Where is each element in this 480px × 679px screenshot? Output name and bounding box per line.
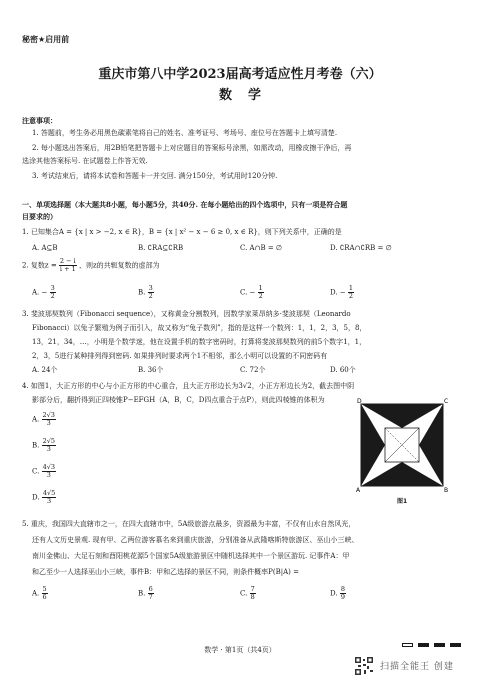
q4-option-c xyxy=(32,464,56,479)
q5-option-d-label: D. xyxy=(330,589,338,598)
q1-option-d: D. ∁RA∩∁RB = ∅ xyxy=(330,244,392,252)
q2-option-d-den: 2 xyxy=(348,292,354,300)
q5-line-4: 和乙至少一人选择巫山小三峡，事件B：甲和乙选择的景区不同，则条件概率P(B|A) = xyxy=(32,568,299,576)
q5-option-d-den: 9 xyxy=(340,593,345,601)
q4-option-c-label: C. xyxy=(32,467,40,476)
q3-line-2: Fibonacci）以兔子繁殖为例子而引入，故又称为“兔子数列”，指的是这样一个数列：1，1，2，3，5，8， xyxy=(32,324,367,332)
q5-line-3: 南川金佛山、大足石刻和酉阳桃花源5个国家5A级旅游景区中随机选择其中一个景区游玩. 记事件A：甲 xyxy=(32,552,350,560)
section1-heading-a: 一、单项选择题（本大题共8小题，每小题5分，共40分. 在每小题给出的四个选项中，只有一项是符合题 xyxy=(22,200,348,209)
q5-line-1: 5. 重庆，我国四大直辖市之一，在四大直辖市中，5A级旅游点最多，资源最为丰富，不仅有山水自然风光， xyxy=(22,520,356,528)
page-number: 数学 · 第1页（共4页） xyxy=(204,646,276,654)
q2-option-b-num: 3 xyxy=(148,284,153,292)
q5-option-b-num: 6 xyxy=(148,585,153,593)
q2-option-a-label: A. − xyxy=(32,288,48,297)
secret-label: 秘密★启用前 xyxy=(22,35,70,44)
q2-option-d-label: D. − xyxy=(330,288,346,297)
figure-label-a: A xyxy=(356,487,361,494)
q5-option-a-label: A. xyxy=(32,589,40,598)
notice-item-2b: 选涂其他答案标号. 在试题卷上作答无效. xyxy=(22,157,148,165)
notice-item-1: 1. 答题前，考生务必用黑色碳素笔将自己的姓名、准考证号、考场号、座位号在答题卡上填写清楚. xyxy=(32,129,338,137)
q5-option-d xyxy=(330,586,346,601)
q5-option-c-den: 8 xyxy=(250,593,255,601)
q4-option-a-den: 3 xyxy=(46,419,51,427)
qr-code-icon xyxy=(355,657,373,675)
footer-mark-filled-3 xyxy=(450,643,461,647)
q2-option-d-num: 1 xyxy=(348,284,354,292)
q4-option-d xyxy=(32,490,56,505)
q1-stem: 1. 已知集合A = {x | x > −2, x ∈ R}，B = {x | x² − x − 6 ≥ 0, x ∈ R}，则下列关系中，正确的是 xyxy=(22,228,342,236)
footer-marks xyxy=(402,643,461,647)
q2-option-c xyxy=(240,285,264,300)
section1-heading-b: 目要求的） xyxy=(22,212,57,221)
shaded-bottom xyxy=(361,462,443,486)
q2-option-a-num: 3 xyxy=(50,284,55,292)
q1-option-b: B. ∁RA⊆∁RB xyxy=(138,244,184,252)
q4-option-b xyxy=(32,438,56,453)
q2-suffix: ，则z的共轭复数的虚部为 xyxy=(78,261,160,270)
q5-line-2: 还有人文历史景观. 现有甲、乙两位游客慕名来到重庆旅游，分别准备从武隆喀斯特旅游区、巫山小三峡、 xyxy=(32,536,359,544)
q2-numerator: 2 − i xyxy=(59,257,76,265)
shaded-top xyxy=(361,404,443,428)
q2-prefix: 2. 复数z = xyxy=(22,261,57,270)
shaded-left xyxy=(361,404,385,486)
q1-option-a: A. A⊆B xyxy=(32,244,58,252)
q2-fraction xyxy=(59,258,77,273)
notice-item-3: 3. 考试结束后，请将本试卷和答题卡一并交回. 满分150分，考试用时120分钟. xyxy=(32,172,278,180)
q5-option-c-label: C. xyxy=(240,589,248,598)
q3-option-b: B. 36个 xyxy=(138,366,164,374)
q5-option-a-num: 5 xyxy=(42,585,47,593)
q5-option-c xyxy=(240,586,256,601)
q2-option-c-label: C. − xyxy=(240,288,256,297)
q2-option-d xyxy=(330,285,354,300)
q5-option-d-num: 8 xyxy=(340,585,345,593)
q4-option-a-label: A. xyxy=(32,415,40,424)
q5-option-b xyxy=(138,586,154,601)
q4-option-d-den: 3 xyxy=(46,497,52,505)
q4-figure-caption: 图1 xyxy=(397,498,408,505)
q2-option-b xyxy=(138,285,154,300)
q4-option-b-den: 3 xyxy=(46,445,51,453)
exam-title: 重庆市第八中学2023届高考适应性月考卷（六） xyxy=(98,67,382,82)
q3-line-3: 13，21，34，…，小明是个数学迷，他在设置手机的数字密码时，打算将斐波那契数列的前5个数字1，1， xyxy=(32,338,367,346)
q4-option-b-label: B. xyxy=(32,441,40,450)
q4-option-d-label: D. xyxy=(32,493,40,502)
q3-option-c: C. 72个 xyxy=(240,366,266,374)
q5-option-a-den: 6 xyxy=(42,593,47,601)
q2-option-a-den: 2 xyxy=(50,292,55,300)
footer-mark-filled-1 xyxy=(418,643,429,647)
q5-option-a xyxy=(32,586,48,601)
q4-option-b-num: 2√5 xyxy=(42,437,56,445)
q2-option-b-den: 2 xyxy=(148,292,153,300)
exam-subject: 数学 xyxy=(218,88,277,103)
q2-option-c-num: 1 xyxy=(258,284,263,292)
q2-denominator: i + 1 xyxy=(59,265,76,273)
q4-figure xyxy=(355,398,449,494)
q3-option-a: A. 24个 xyxy=(32,366,58,374)
q2-stem xyxy=(22,258,160,273)
notice-item-2a: 2. 每小题选出答案后，用2B铅笔把答题卡上对应题目的答案标号涂黑，如需改动，用橡皮擦干净后，再 xyxy=(32,144,352,152)
figure-label-d: D xyxy=(357,398,362,405)
q2-option-c-den: 2 xyxy=(258,292,263,300)
scanner-watermark: 扫描全能王 创建 xyxy=(380,662,454,672)
shaded-right xyxy=(419,404,443,486)
q4-option-c-den: 3 xyxy=(46,471,51,479)
q3-line-1: 3. 斐波那契数列（Fibonacci sequence），又称黄金分割数列，因数学家莱昂纳多·斐波那契（Leonardo xyxy=(22,310,351,318)
q1-option-c: C. A∩B = ∅ xyxy=(240,244,283,252)
q3-option-d: D. 60个 xyxy=(330,366,356,374)
footer-mark-filled-2 xyxy=(434,643,445,647)
q4-option-a-num: 2√3 xyxy=(42,411,55,419)
q2-option-b-label: B. xyxy=(138,288,146,297)
footer-mark-empty xyxy=(402,643,413,647)
q2-option-a xyxy=(32,285,56,300)
q4-line-1: 4. 如图1，大正方形的中心与小正方形的中心重合，且大正方形边长为3√2，小正方形边长为2，截去图中阴 xyxy=(22,382,355,390)
q4-line-2: 影部分后，翻折得到正四棱锥P−EFGH（A，B，C，D四点重合于点P），则此四棱锥的体积为 xyxy=(32,396,325,404)
q5-option-c-num: 7 xyxy=(250,585,255,593)
figure-label-c: C xyxy=(444,398,449,405)
figure-label-b: B xyxy=(444,487,449,494)
q4-option-d-num: 4√5 xyxy=(42,489,56,497)
q4-option-c-num: 4√3 xyxy=(42,463,55,471)
q4-option-a xyxy=(32,412,56,427)
q5-option-b-label: B. xyxy=(138,589,146,598)
notice-heading: 注意事项： xyxy=(22,116,57,125)
q3-line-4: 2，3，5进行某种排列得到密码. 如果排列时要求两个1不相邻，那么小明可以设置的不同密码有 xyxy=(32,352,328,360)
q5-option-b-den: 7 xyxy=(148,593,153,601)
